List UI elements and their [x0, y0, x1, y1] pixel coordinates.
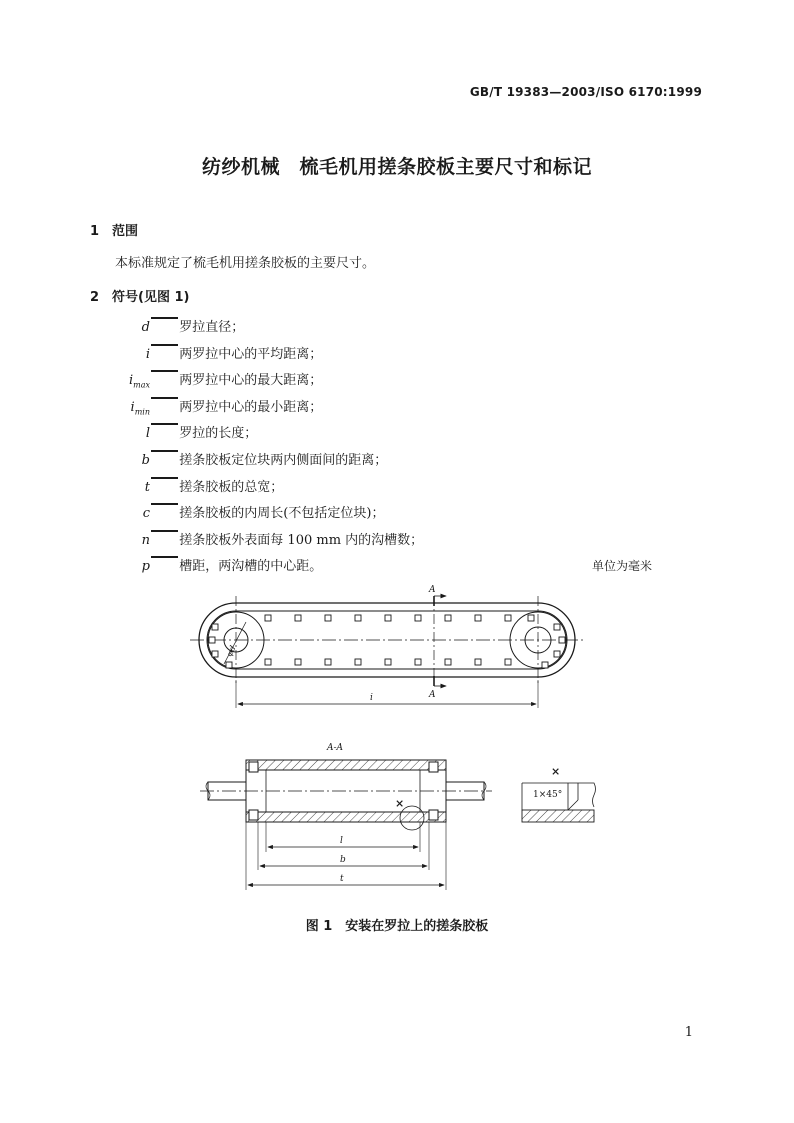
locating-block — [415, 659, 421, 665]
locating-block — [212, 651, 218, 657]
dim-b-label: b — [340, 855, 346, 865]
locating-block — [505, 615, 511, 621]
locating-block — [559, 637, 565, 643]
symbol-desc: 搓条胶板的内周长(不包括定位块)； — [179, 506, 385, 522]
locating-block — [209, 637, 215, 643]
section-1-text: 本标准规定了梳毛机用搓条胶板的主要尺寸。 — [115, 256, 376, 271]
symbol-key: b — [141, 452, 150, 468]
section-number: 2 — [90, 290, 100, 305]
locating-block — [325, 659, 331, 665]
locating-block — [265, 659, 271, 665]
symbol-key: $i_{min}$ — [130, 399, 150, 417]
locating-block — [212, 624, 218, 630]
symbol-desc: 搓条胶板外表面每 100 mm 内的沟槽数； — [179, 532, 424, 548]
locating-block — [385, 615, 391, 621]
standard-code: GB/T 19383—2003/ISO 6170:1999 — [469, 85, 702, 99]
detail-x-mark: × — [551, 765, 561, 778]
dim-i-label: i — [370, 693, 373, 703]
page-number: 1 — [684, 1025, 693, 1040]
locating-block — [415, 615, 421, 621]
symbol-desc: 罗拉的长度； — [179, 426, 258, 442]
dim-l-label: l — [340, 836, 343, 846]
figure-caption: 图 1 安装在罗拉上的搓条胶板 — [305, 919, 489, 934]
section-aa-label: A-A — [327, 743, 344, 753]
symbol-key: i — [145, 346, 150, 362]
locating-block — [475, 615, 481, 621]
locating-block — [554, 651, 560, 657]
symbol-desc: 两罗拉中心的平均距离； — [179, 346, 323, 362]
section-title: 符号(见图 1) — [112, 290, 190, 305]
locating-block — [295, 659, 301, 665]
detail-mark: × — [395, 797, 405, 810]
diameter-label: φd — [224, 644, 238, 658]
chamfer-label: 1×45° — [533, 790, 563, 800]
symbol-desc: 槽距，两沟槽的中心距。 — [179, 559, 323, 575]
symbol-desc: 搓条胶板的总宽； — [179, 479, 284, 495]
locating-block — [554, 624, 560, 630]
locating-block — [265, 615, 271, 621]
locating-block — [542, 662, 548, 668]
symbol-key: d — [141, 320, 150, 335]
section-title: 范围 — [112, 224, 139, 239]
detail-x-view — [522, 765, 596, 822]
symbol-desc: 两罗拉中心的最小距离； — [179, 399, 323, 415]
symbol-key: n — [141, 532, 150, 548]
belt-top-view — [190, 585, 585, 708]
locating-block — [295, 615, 301, 621]
section-mark-bottom: A — [429, 690, 436, 700]
unit-note: 单位为毫米 — [591, 559, 652, 573]
locating-block — [355, 615, 361, 621]
locating-block — [445, 659, 451, 665]
locating-block — [528, 615, 534, 621]
locating-block — [355, 659, 361, 665]
locating-block — [505, 659, 511, 665]
dim-t-label: t — [340, 874, 344, 884]
section-aa-view — [200, 743, 492, 890]
document-title: 纺纱机械 梳毛机用搓条胶板主要尺寸和标记 — [201, 156, 592, 178]
symbol-key: $i_{max}$ — [128, 373, 150, 390]
locating-block — [445, 615, 451, 621]
symbol-desc: 搓条胶板定位块两内侧面间的距离； — [179, 452, 388, 468]
symbol-key: c — [142, 506, 150, 522]
locating-block — [325, 615, 331, 621]
locating-blocks — [209, 615, 565, 668]
section-number: 1 — [90, 224, 100, 239]
symbol-key: p — [141, 559, 150, 575]
locating-block — [385, 659, 391, 665]
symbol-key: t — [144, 479, 150, 495]
symbol-key: l — [145, 426, 150, 442]
locating-block — [226, 662, 232, 668]
locating-block — [475, 659, 481, 665]
symbol-desc: 两罗拉中心的最大距离； — [179, 373, 323, 389]
section-mark-top: A — [429, 585, 436, 595]
symbol-desc: 罗拉直径； — [179, 320, 245, 335]
